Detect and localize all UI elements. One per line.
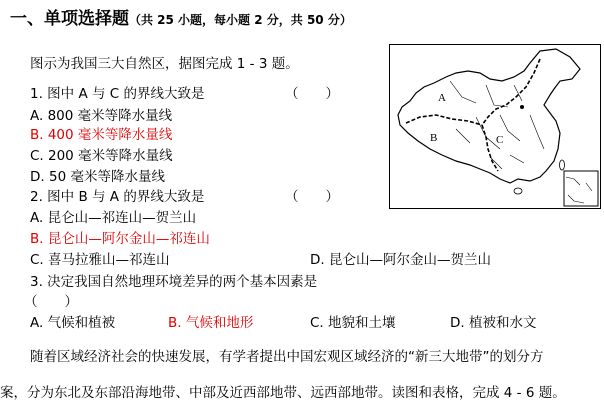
island-hainan bbox=[514, 188, 522, 194]
intro-text-2-line-2: 案，分为东北及东部沿海地带、中部及近西部地带、远西部地带。读图和表格，完成 4 - 6 题。 bbox=[0, 385, 566, 401]
q3-option-c[interactable]: C. 地貌和土壤 bbox=[310, 315, 396, 331]
q1-option-b[interactable]: B. 400 毫米等降水量线 bbox=[30, 127, 173, 143]
intro-text-2-line-1: 随着区域经济社会的快速发展，有学者提出中国宏观区域经济的“新三大地带”的划分方 bbox=[30, 349, 544, 365]
label-b: B bbox=[430, 132, 438, 144]
q1-option-a[interactable]: A. 800 毫米等降水量线 bbox=[30, 108, 173, 124]
inset-box bbox=[564, 171, 598, 206]
boundary-b-c bbox=[482, 125, 498, 171]
label-a: A bbox=[438, 92, 446, 104]
province-lines bbox=[450, 81, 544, 169]
china-natural-regions-map bbox=[389, 44, 601, 209]
q1-option-d[interactable]: D. 50 毫米等降水量线 bbox=[30, 169, 165, 185]
capital-dot bbox=[520, 105, 524, 109]
q3-paren: （ ） bbox=[24, 294, 78, 310]
q2-paren: （ ） bbox=[285, 189, 339, 205]
q2-option-c[interactable]: C. 喜马拉雅山—祁连山 bbox=[30, 252, 170, 268]
q3-option-a[interactable]: A. 气候和植被 bbox=[30, 315, 116, 331]
q3-stem: 3. 决定我国自然地理环境差异的两个基本因素是 bbox=[30, 274, 318, 290]
q2-option-a[interactable]: A. 昆仑山—祁连山—贺兰山 bbox=[30, 210, 197, 226]
island-taiwan bbox=[560, 160, 565, 170]
boundary-a-c bbox=[482, 59, 540, 125]
q2-option-b[interactable]: B. 昆仑山—阿尔金山—祁连山 bbox=[30, 231, 210, 247]
section-title bbox=[10, 9, 352, 30]
q1-paren: （ ） bbox=[285, 86, 339, 102]
intro-text-1: 图示为我国三大自然区，据图完成 1 - 3 题。 bbox=[30, 56, 299, 72]
section-title-text: 一、单项选择题 bbox=[10, 9, 129, 29]
q1-stem: 1. 图中 A 与 C 的界线大致是 bbox=[30, 86, 205, 102]
china-map-svg bbox=[390, 45, 600, 208]
q3-option-d[interactable]: D. 植被和水文 bbox=[450, 315, 537, 331]
label-c: C bbox=[496, 134, 504, 146]
q1-option-c[interactable]: C. 200 毫米等降水量线 bbox=[30, 148, 173, 164]
q2-stem: 2. 图中 B 与 A 的界线大致是 bbox=[30, 189, 205, 205]
boundary-a-b bbox=[406, 115, 482, 125]
q3-option-b[interactable]: B. 气候和地形 bbox=[168, 315, 254, 331]
inset-coast bbox=[566, 177, 592, 203]
q2-option-d[interactable]: D. 昆仑山—阿尔金山—贺兰山 bbox=[310, 252, 491, 268]
section-subtitle: （共 25 小题，每小题 2 分，共 50 分） bbox=[129, 13, 352, 27]
